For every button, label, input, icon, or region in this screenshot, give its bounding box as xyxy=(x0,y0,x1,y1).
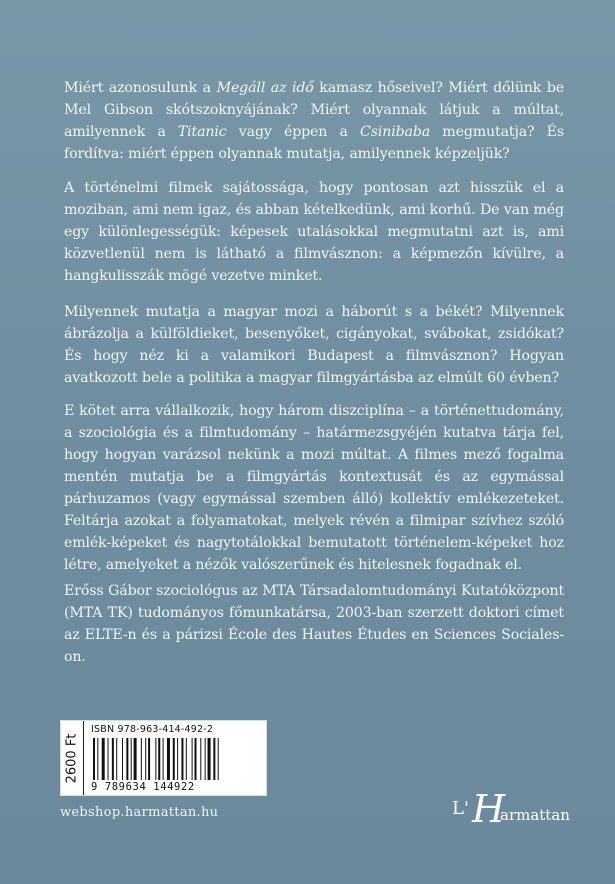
svg-text:L': L' xyxy=(452,798,469,819)
author-bio-paragraph: Erőss Gábor szociológus az MTA Társadalomtudományi Kutatóközpont (MTA TK) tudományos főmunkatársa, 2003-ban szerzett doktori címet az ELTE-n és a párizsi École des Hautes Études en Sciences Sociales-on. xyxy=(64,583,564,666)
book-description-paragraph: E kötet arra vállalkozik, hogy három diszciplína – a történettudomány, a szociológia és a filmtudomány – határmezsgyéjén kutatva tárja fel, hogy hogyan varázsol nekünk a mozi múltat. A filmes mező fogalma mentén mutatja be a filmgyártás kontextusát és az egymással párhuzamos (vagy egymással szemben álló) kollektív emlékezeteket. Feltárja azokat a folyamatokat, melyek révén a filmipar szívhez szóló emlék-képeket és nagytotálokkal bemutatott történelem-képeket hoz létre, amelyeket a nézők valószerűnek és hitelesnek fogadnak el. xyxy=(64,403,564,574)
film-title-megall-az-ido: Megáll az idő xyxy=(216,80,314,97)
barcode-label xyxy=(60,720,267,796)
intro-text-4: megmutatja? És fordítva: miért éppen olyannak mutatja, amilyennek képzeljük? xyxy=(64,124,564,163)
price-tag xyxy=(61,721,84,795)
barcode-bars xyxy=(91,738,259,780)
barcode-number: 9 789634 144922 xyxy=(91,781,195,793)
intro-text-3: vagy éppen a xyxy=(226,124,360,141)
isbn-text: ISBN 978-963-414-492-2 xyxy=(91,724,214,735)
film-title-titanic: Titanic xyxy=(177,124,227,141)
film-title-csinibaba: Csinibaba xyxy=(359,124,431,141)
svg-text:armattan: armattan xyxy=(500,806,570,824)
historical-films-paragraph: A történelmi filmek sajátossága, hogy pontosan azt hisszük el a moziban, ami nem igaz, és abban kételkedünk, ami korhű. De van még egy különlegességük: képesek utalásokkal megmutatni azt is, ami közvetlenül nem is látható a filmvásznon: a képmezőn kívülre, a hangkulisszák mögé vezetve minket. xyxy=(64,180,564,285)
price-text: 2600 Ft xyxy=(64,733,80,783)
svg-text:H: H xyxy=(472,787,506,831)
intro-text-1: Miért azonosulunk a xyxy=(64,80,217,97)
website-url: webshop.harmattan.hu xyxy=(60,805,219,820)
questions-paragraph: Milyennek mutatja a magyar mozi a háborút s a békét? Milyennek ábrázolja a külföldieket, besenyőket, cigányokat, svábokat, zsidókat? És hogy néz ki a valamikori Budapest a filmvásznon? Hogyan avatkozott bele a politika a magyar filmgyártásba az elmúlt 60 évben? xyxy=(64,304,564,387)
intro-paragraph xyxy=(64,77,564,165)
publisher-logo xyxy=(450,778,570,831)
intro-text-2: kamasz hőseivel? Miért dőlünk be Mel Gibson skótszoknyájának? Miért olyannak látjuk a múltat, amilyennek a xyxy=(64,80,564,141)
